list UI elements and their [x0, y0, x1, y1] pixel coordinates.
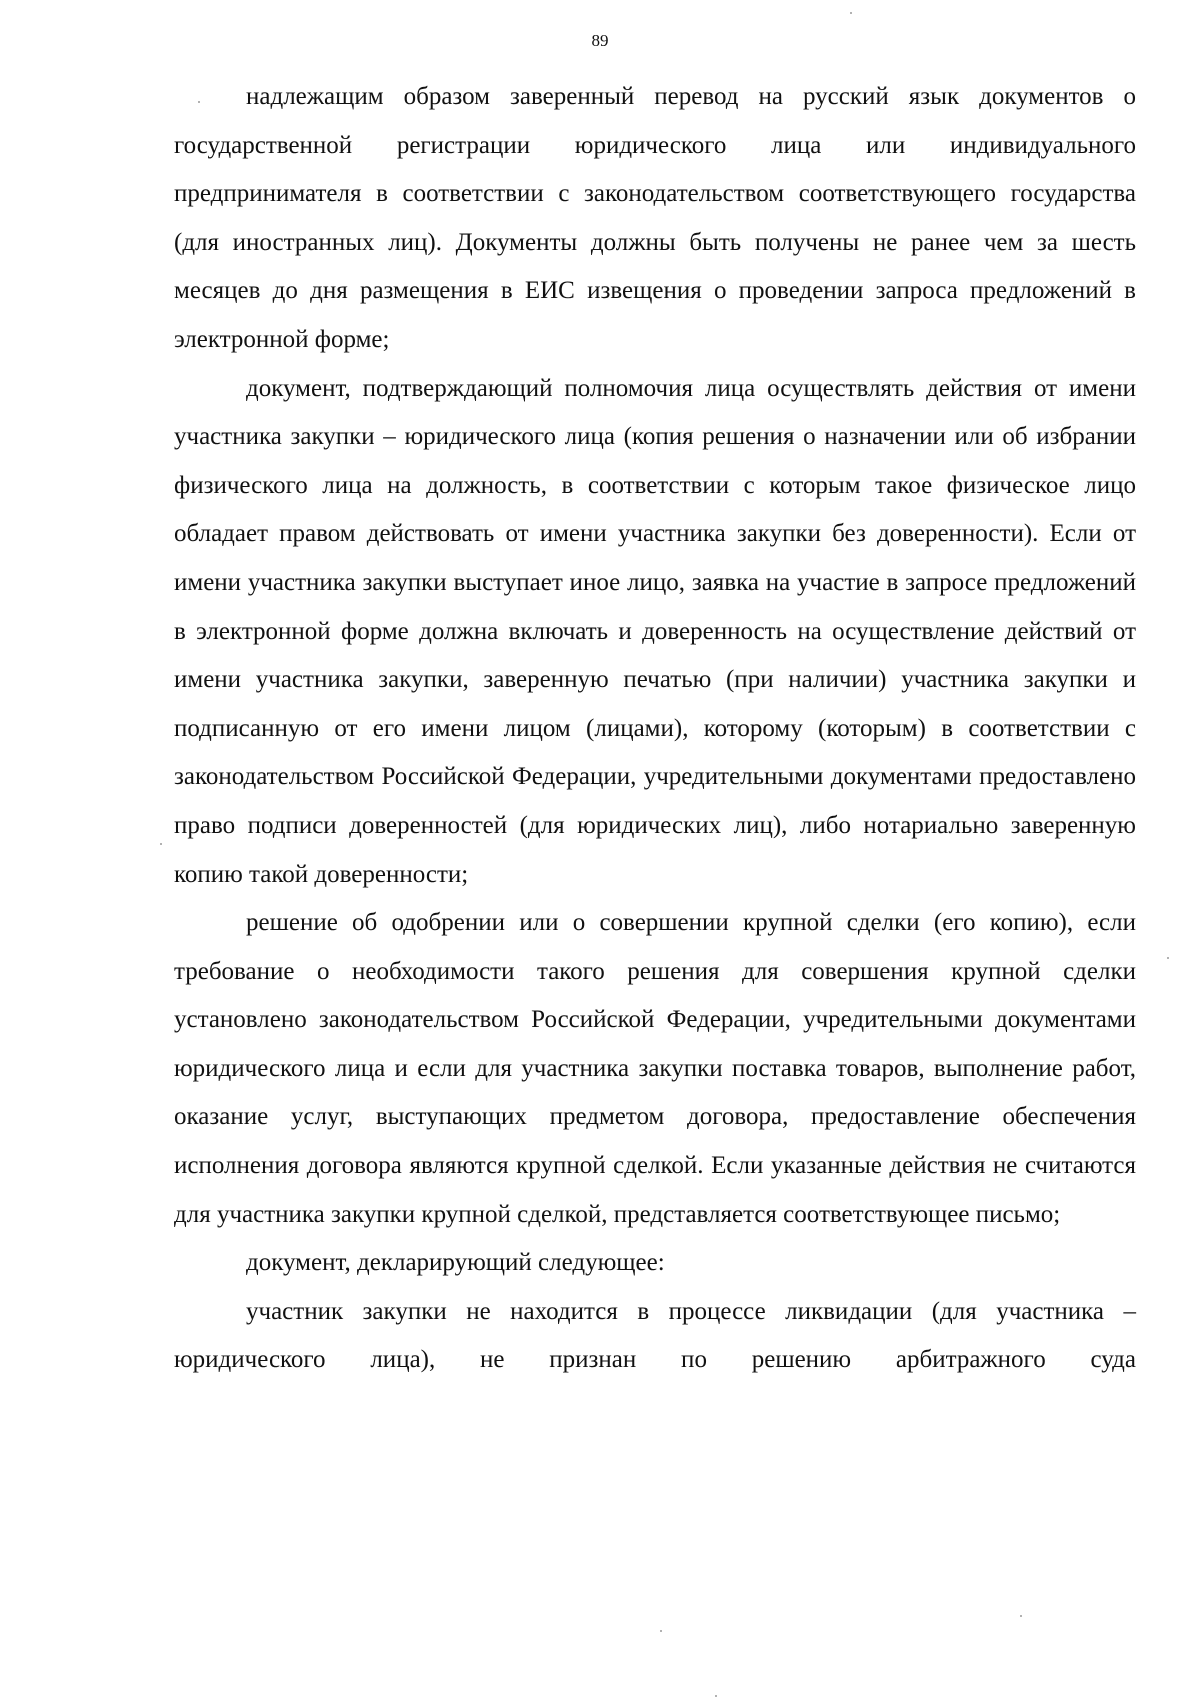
scan-speck — [1167, 957, 1169, 959]
page-body — [174, 73, 1136, 1385]
scan-speck — [1020, 1615, 1022, 1617]
scan-speck — [198, 101, 200, 103]
paragraph-declaration-intro: документ, декларирующий следующее: — [246, 1249, 665, 1277]
scan-speck — [660, 1630, 662, 1632]
paragraph-translation-docs: надлежащим образом заверенный перевод на русский язык документов о государственной регистрации юридического лица или индивидуального предпринимателя в соответствии с законодательством соответствующего государства (для иностранных лиц). Документы должны быть получены не ранее чем за шесть месяцев до дня размещения в ЕИС извещения о проведении запроса предложений в электронной форме; — [174, 83, 1136, 353]
paragraph-liquidation-status: участник закупки не находится в процессе ликвидации (для участника – юридического лица), не признан по решению арбитражного суда — [174, 1297, 1136, 1374]
paragraph-major-transaction: решение об одобрении или о совершении крупной сделки (его копию), если требование о необходимости такого решения для совершения крупной сделки установлено законодательством Российской Федерации, учредительными документами юридического лица и если для участника закупки поставка товаров, выполнение работ, оказание услуг, выступающих предметом договора, предоставление обеспечения исполнения договора являются крупной сделкой. Если указанные действия не считаются для участника закупки крупной сделкой, представляется соответствующее письмо; — [174, 909, 1136, 1228]
scan-speck — [160, 843, 162, 845]
scan-speck — [850, 12, 852, 14]
scan-speck — [715, 1695, 717, 1697]
paragraph-authority-document: документ, подтверждающий полномочия лица осуществлять действия от имени участника закупки – юридического лица (копия решения о назначении или об избрании физического лица на должность, в соответствии с которым такое физическое лицо обладает правом действовать от имени участника закупки без доверенности). Если от имени участника закупки выступает иное лицо, заявка на участие в запросе предложений в электронной форме должна включать и доверенность на осуществление действий от имени участника закупки, заверенную печатью (при наличии) участника закупки и подписанную от его имени лицом (лицами), которому (которым) в соответствии с законодательством Российской Федерации, учредительными документами предоставлено право подписи доверенностей (для юридических лиц), либо нотариально заверенную копию такой доверенности; — [174, 374, 1136, 888]
page-number: 89 — [591, 31, 609, 50]
